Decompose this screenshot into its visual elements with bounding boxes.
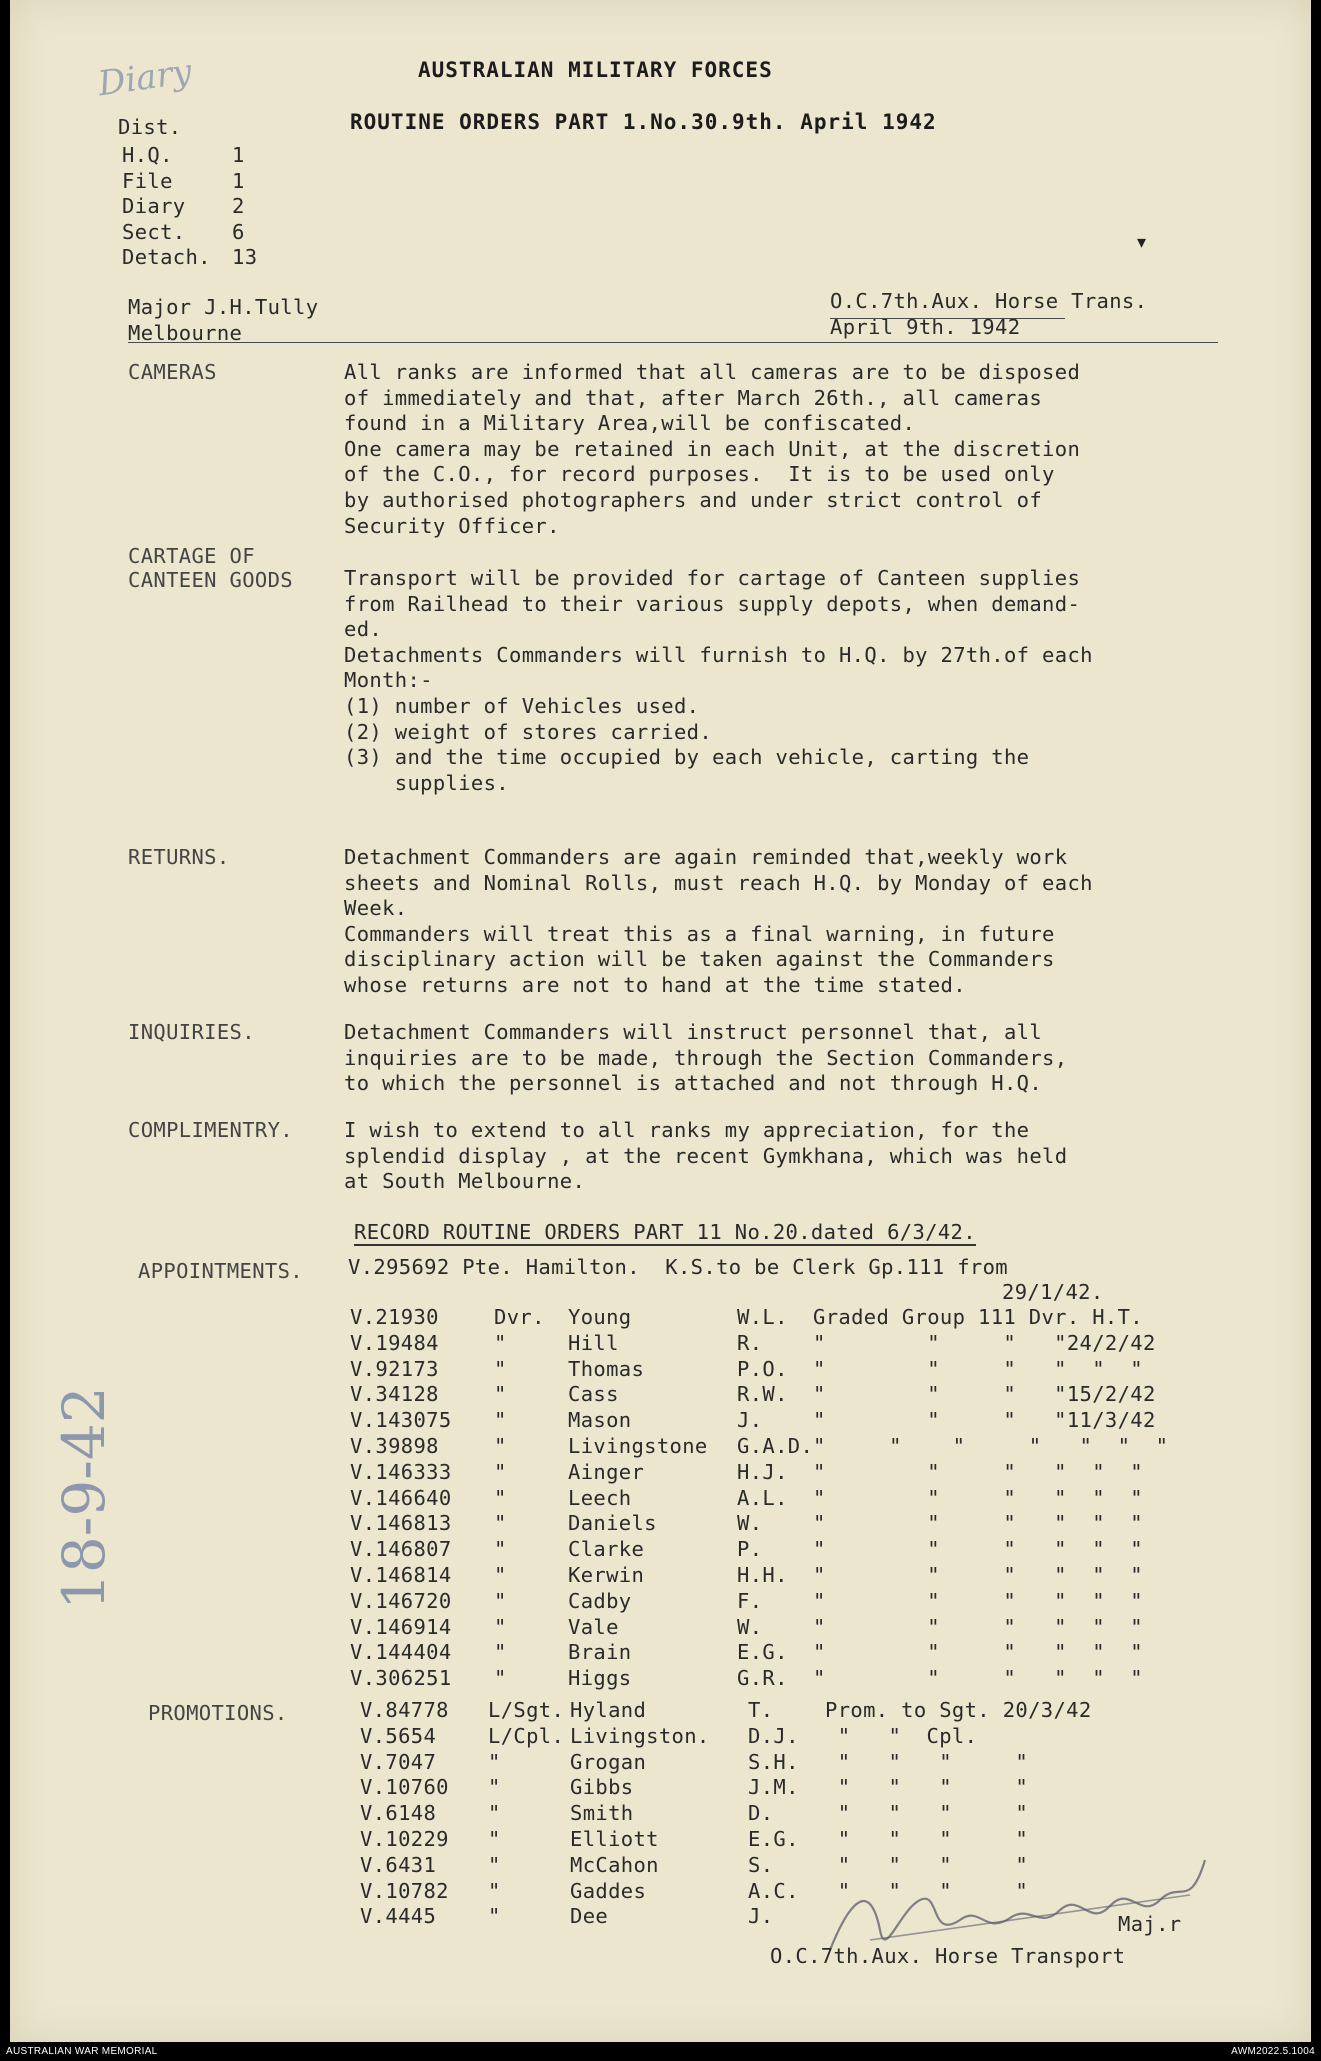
section-line: All ranks are informed that all cameras are to be disposed [344,360,1081,384]
section-line: I wish to extend to all ranks my appreciation, for the [344,1118,1030,1142]
section-line: Security Officer. [344,513,560,538]
section-line: found in a Military Area,will be confiscated. [344,411,916,436]
promotion-rest: " " Cpl. [825,1723,978,1748]
promotion-init: E.G. [748,1827,799,1851]
promotion-num: V.84778 [360,1698,449,1722]
pencil-annotation-side: 18-9-42 [50,1386,118,1610]
appointment-rank: " [494,1330,507,1355]
appointment-rank: Dvr. [494,1305,545,1329]
distribution-name: File [122,168,173,193]
promotion-rank: " [488,1749,501,1774]
promotion-init: A.C. [748,1878,799,1903]
promotion-init: S. [748,1852,774,1877]
distribution-name: H.Q. [122,143,173,167]
section-line: ed. [344,617,383,642]
appointment-init: J. [737,1408,763,1433]
appointment-init: H.H. [737,1563,788,1587]
section-label: CAMERAS [128,360,217,384]
section-line: One camera may be retained in each Unit, at the discretion [344,436,1081,461]
appointment-rank: " [494,1588,507,1613]
section-line: Detachments Commanders will furnish to H.Q. by 27th.of each [344,642,1093,667]
org-title: AUSTRALIAN MILITARY FORCES [418,58,773,82]
appointment-name: Cass [568,1382,619,1407]
promotion-rank: L/Sgt. [488,1698,565,1722]
appointment-rest: " " " " " " [813,1511,1143,1536]
promotion-rank: " [488,1852,501,1877]
promotion-rest: " " " " [825,1852,1029,1877]
promotion-num: V.10229 [360,1827,449,1851]
section-line: sheets and Nominal Rolls, must reach H.Q. by Monday of each [344,870,1093,895]
appointment-name: Brain [568,1640,632,1665]
section-label: CARTAGE OF [128,544,255,568]
appointment-init: F. [737,1588,763,1613]
promotion-name: Hyland [570,1698,647,1722]
section-line: of the C.O., for record purposes. It is to be used only [344,462,1055,487]
promotion-num: V.5654 [360,1723,437,1748]
section-line: supplies. [344,770,509,795]
section-line: whose returns are not to hand at the time stated. [344,973,966,997]
promotions-label: PROMOTIONS. [148,1701,288,1725]
appointment-rank: " [494,1434,507,1458]
promotion-num: V.4445 [360,1904,437,1929]
appointment-num: V.143075 [350,1408,452,1433]
distribution-label: Dist. [118,115,182,139]
promotion-rank: " [488,1878,501,1903]
appointment-rank: " [494,1666,507,1691]
appointment-name: Hill [568,1330,619,1355]
appointment-rank: " [494,1614,507,1639]
footer-bar [0,2042,1321,2061]
appointment-rest: " " " " " " [813,1666,1143,1691]
section-line: splendid display , at the recent Gymkhana, which was held [344,1143,1068,1168]
promotion-rest: " " " " [825,1827,1029,1851]
appointment-num: V.92173 [350,1356,439,1381]
promotion-init: D. [748,1801,774,1826]
distribution-count: 13 [232,245,258,269]
promotion-rest: Prom. to Sgt. 20/3/42 [825,1698,1092,1722]
section-label: COMPLIMENTRY. [128,1118,293,1142]
section-line: of immediately and that, after March 26th., all cameras [344,385,1043,410]
appointment-rest: " " " " " " [813,1563,1143,1587]
distribution-count: 6 [232,219,245,244]
section-label: RETURNS. [128,845,230,869]
promotion-rest: " " " " [825,1878,1029,1903]
appointment-rank: " [494,1408,507,1433]
promotion-init: D.J. [748,1723,799,1748]
appointment-name: Mason [568,1408,632,1433]
signature-title: O.C.7th.Aux. Horse Transport [770,1944,1126,1968]
first-appointment: V.295692 Pte. Hamilton. K.S.to be Clerk Gp.111 from [348,1255,1008,1279]
section-line: inquiries are to be made, through the Section Commanders, [344,1045,1068,1070]
appointment-init: H.J. [737,1459,788,1484]
promotion-rank: " [488,1775,501,1800]
promotion-init: J. [748,1904,774,1929]
appointment-rank: " [494,1640,507,1665]
appointment-name: Higgs [568,1666,632,1691]
appointment-num: V.146333 [350,1459,452,1484]
distribution-name: Detach. [122,245,211,269]
promotion-rest: " " " " [825,1775,1029,1800]
appointment-name: Kerwin [568,1563,645,1587]
promotion-name: Smith [570,1801,634,1826]
appointment-init: G.A.D. [737,1434,814,1458]
tick-mark: ▾ [1137,232,1147,253]
orders-title: ROUTINE ORDERS PART 1.No.30.9th. April 1942 [350,110,937,134]
header-rule-2 [830,318,1065,319]
appointment-init: W.L. [737,1305,788,1329]
promotion-init: J.M. [748,1775,799,1800]
appointment-name: Cadby [568,1588,632,1613]
appointment-name: Ainger [568,1459,645,1484]
appointment-init: W. [737,1614,763,1639]
appointment-num: V.146814 [350,1563,452,1587]
appointment-init: P. [737,1537,763,1562]
promotion-name: Dee [570,1904,609,1929]
section-label: CANTEEN GOODS [128,568,293,592]
promotion-name: McCahon [570,1852,659,1877]
appointment-num: V.19484 [350,1330,439,1355]
section-line: (1) number of Vehicles used. [344,694,700,718]
appointment-init: R.W. [737,1382,788,1407]
promotion-rank: " [488,1801,501,1826]
section-label: INQUIRIES. [128,1020,255,1044]
appointment-name: Young [568,1305,632,1329]
section-line: (2) weight of stores carried. [344,719,713,744]
section-line: Commanders will treat this as a final warning, in future [344,921,1055,946]
appointment-rest: " " " " " " [813,1356,1143,1381]
promotion-name: Gibbs [570,1775,634,1800]
section-line: from Railhead to their various supply depots, when demand- [344,591,1081,616]
appointment-rest: " " " "24/2/42 [813,1330,1156,1355]
appointment-rank: " [494,1563,507,1587]
from-place: Melbourne [128,321,243,345]
to-unit: O.C.7th.Aux. Horse Trans. [830,289,1148,313]
appointment-num: V.39898 [350,1434,439,1458]
section-line: Detachment Commanders will instruct personnel that, all [344,1020,1043,1044]
promotion-num: V.7047 [360,1749,437,1774]
appointment-rest: " " " "11/3/42 [813,1408,1156,1433]
promotion-init: T. [748,1698,774,1722]
signature-rank: Maj.r [1118,1912,1182,1936]
appointment-rank: " [494,1485,507,1510]
appointment-init: W. [737,1511,763,1536]
pencil-annotation-diary: Diary [95,51,195,105]
appointment-num: V.306251 [350,1666,452,1691]
promotion-name: Livingston. [570,1723,710,1748]
section-line: Detachment Commanders are again reminded that,weekly work [344,845,1068,869]
promotion-init: S.H. [748,1749,799,1774]
appointment-rest: " " " " " " [813,1640,1143,1665]
distribution-name: Diary [122,194,186,218]
footer-left: AUSTRALIAN WAR MEMORIAL [6,2046,158,2057]
appointment-num: V.34128 [350,1382,439,1407]
appointment-rest: " " " "15/2/42 [813,1382,1156,1407]
appointment-num: V.146914 [350,1614,452,1639]
appointment-rest: " " " " " " " [813,1434,1169,1458]
appointment-rest: " " " " " " [813,1537,1143,1562]
appointment-num: V.146807 [350,1537,452,1562]
appointment-name: Thomas [568,1356,645,1381]
record-orders-title: RECORD ROUTINE ORDERS PART 11 No.20.dated 6/3/42. [354,1220,976,1244]
promotion-rank: L/Cpl. [488,1723,565,1748]
appointment-name: Vale [568,1614,619,1639]
section-line: at South Melbourne. [344,1169,586,1194]
promotion-num: V.10782 [360,1878,449,1903]
appointment-rank: " [494,1382,507,1407]
appointment-init: R. [737,1330,763,1355]
appointment-init: E.G. [737,1640,788,1665]
appointment-init: G.R. [737,1666,788,1691]
section-line: by authorised photographers and under strict control of [344,488,1043,512]
appointment-num: V.146720 [350,1588,452,1613]
appointment-init: A.L. [737,1485,788,1510]
from-name: Major J.H.Tully [128,295,319,319]
promotion-num: V.6431 [360,1852,437,1877]
section-line: to which the personnel is attached and not through H.Q. [344,1071,1043,1096]
appointment-rest: " " " " " " [813,1588,1143,1613]
promotion-name: Gaddes [570,1878,647,1903]
appointment-rank: " [494,1356,507,1381]
appointments-label: APPOINTMENTS. [138,1259,303,1283]
section-line: Week. [344,896,408,921]
appointment-name: Daniels [568,1511,657,1536]
appointment-num: V.21930 [350,1305,439,1329]
appointment-rest: " " " " " " [813,1485,1143,1510]
appointment-name: Livingstone [568,1434,708,1458]
promotion-num: V.6148 [360,1801,437,1826]
promotion-rest: " " " " [825,1749,1029,1774]
footer-right: AWM2022.5.1004 [1231,2046,1315,2057]
promotion-rank: " [488,1904,501,1929]
appointment-rank: " [494,1511,507,1536]
header-rule-1 [128,342,1218,343]
appointment-rest: Graded Group 111 Dvr. H.T. [813,1305,1143,1329]
distribution-count: 2 [232,194,245,218]
document-page [10,0,1311,2042]
appointment-num: V.146640 [350,1485,452,1510]
promotion-name: Elliott [570,1827,659,1851]
appointment-init: P.O. [737,1356,788,1381]
section-line: Month:- [344,668,433,693]
to-date: April 9th. 1942 [830,315,1021,339]
distribution-name: Sect. [122,219,186,244]
promotion-name: Grogan [570,1749,647,1774]
appointment-num: V.146813 [350,1511,452,1536]
appointment-rest: " " " " " " [813,1614,1143,1639]
section-line: Transport will be provided for cartage of Canteen supplies [344,566,1081,590]
promotion-rank: " [488,1827,501,1851]
promotion-rest: " " " " [825,1801,1029,1826]
appointment-rest: " " " " " " [813,1459,1143,1484]
appointment-num: V.144404 [350,1640,452,1665]
promotion-num: V.10760 [360,1775,449,1800]
distribution-count: 1 [232,168,245,193]
first-appointment-date: 29/1/42. [1002,1280,1104,1304]
section-line: (3) and the time occupied by each vehicle, carting the [344,745,1030,770]
appointment-rank: " [494,1537,507,1562]
appointment-name: Leech [568,1485,632,1510]
appointment-name: Clarke [568,1537,645,1562]
distribution-count: 1 [232,143,245,167]
appointment-rank: " [494,1459,507,1484]
section-line: disciplinary action will be taken against the Commanders [344,947,1055,972]
